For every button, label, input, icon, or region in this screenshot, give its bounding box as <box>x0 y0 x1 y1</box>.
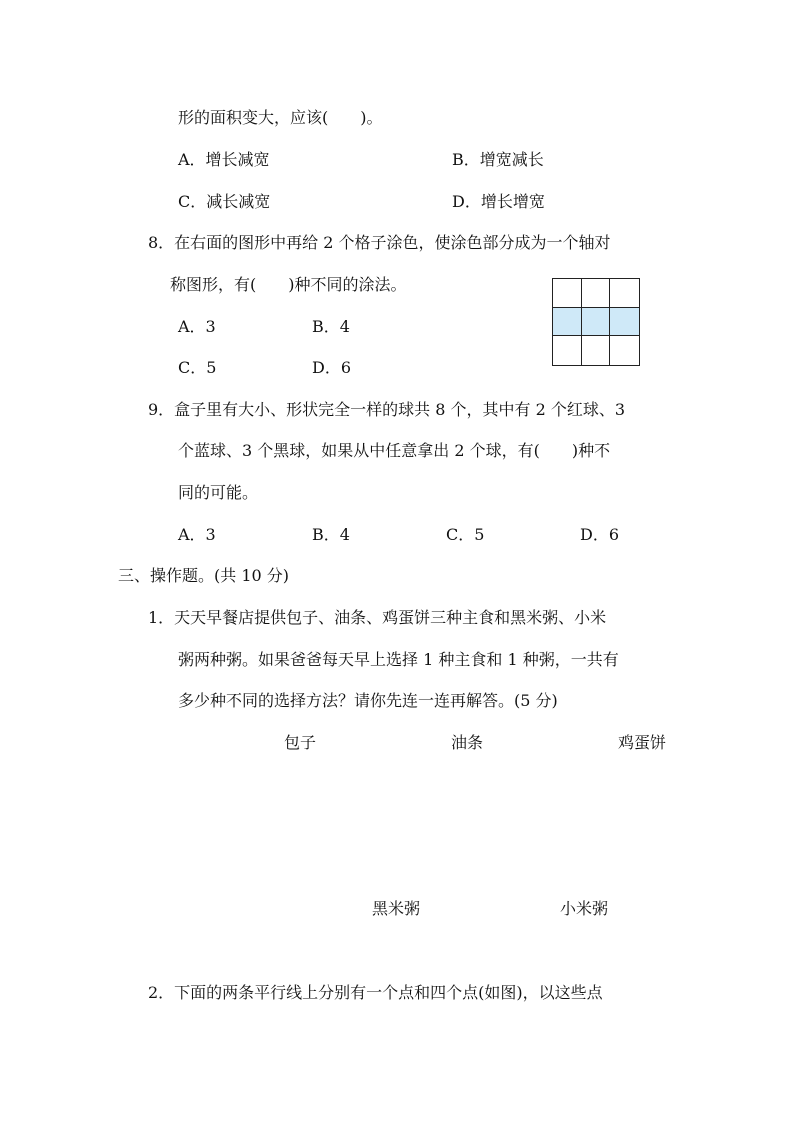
q8-option-a: A．3 <box>178 317 216 336</box>
porridge-label-xiaomi: 小米粥 <box>560 899 609 918</box>
q8-stem-line1: 8．在右面的图形中再给 2 个格子涂色，使涂色部分成为一个轴对 <box>148 233 611 252</box>
grid-cell <box>553 279 582 308</box>
q7-stem-continuation: 形的面积变大，应该( )。 <box>178 108 383 127</box>
grid-cell-shaded <box>610 308 639 337</box>
op1-stem-line3: 多少种不同的选择方法？请你先连一连再解答。(5 分) <box>178 691 558 710</box>
q9-stem-line2: 个蓝球、3 个黑球，如果从中任意拿出 2 个球，有( )种不 <box>178 441 611 460</box>
q8-stem-line2: 称图形，有( )种不同的涂法。 <box>170 275 407 294</box>
grid-cell <box>582 336 611 365</box>
grid-cell <box>610 336 639 365</box>
q8-grid-figure <box>552 278 640 366</box>
op2-stem-line1: 2．下面的两条平行线上分别有一个点和四个点(如图)，以这些点 <box>148 983 603 1002</box>
food-label-youtiao: 油条 <box>451 733 484 752</box>
q7-option-c: C．减长减宽 <box>178 192 271 211</box>
q8-option-b: B．4 <box>312 317 350 336</box>
q9-option-c: C．5 <box>446 525 485 544</box>
q9-option-b: B．4 <box>312 525 350 544</box>
q9-stem-line1: 9．盒子里有大小、形状完全一样的球共 8 个，其中有 2 个红球、3 <box>148 400 626 419</box>
grid-cell-shaded <box>582 308 611 337</box>
porridge-label-heimi: 黑米粥 <box>372 899 421 918</box>
q7-option-b: B．增宽减长 <box>452 150 544 169</box>
section3-heading: 三、操作题。(共 10 分) <box>118 566 290 585</box>
q9-option-d: D．6 <box>580 525 620 544</box>
grid-cell <box>610 279 639 308</box>
op1-stem-line2: 粥两种粥。如果爸爸每天早上选择 1 种主食和 1 种粥，一共有 <box>178 650 619 669</box>
grid-cell <box>582 279 611 308</box>
food-label-baozi: 包子 <box>284 733 317 752</box>
op1-stem-line1: 1．天天早餐店提供包子、油条、鸡蛋饼三种主食和黑米粥、小米 <box>148 608 607 627</box>
q9-stem-line3: 同的可能。 <box>178 483 259 502</box>
q9-option-a: A．3 <box>178 525 216 544</box>
food-label-jidanbing: 鸡蛋饼 <box>618 733 667 752</box>
q7-option-d: D．增长增宽 <box>452 192 545 211</box>
q7-option-a: A．增长减宽 <box>178 150 270 169</box>
grid-cell-shaded <box>553 308 582 337</box>
q8-option-c: C．5 <box>178 358 217 377</box>
q8-option-d: D．6 <box>312 358 352 377</box>
grid-cell <box>553 336 582 365</box>
